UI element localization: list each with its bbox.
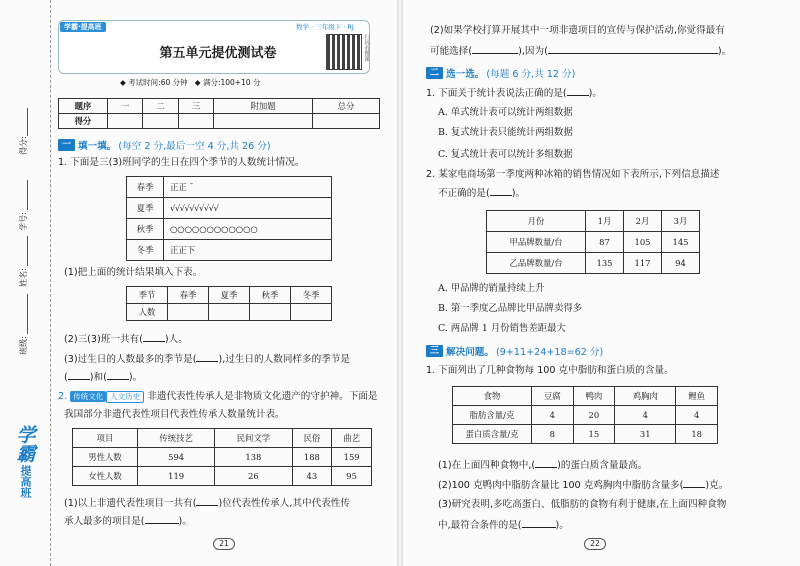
fill-header: 季节: [127, 287, 168, 304]
section-1-tag: 一: [58, 139, 75, 151]
fridge-row-label: 甲品牌数量/台: [487, 232, 586, 253]
heritage-cell: 594: [138, 448, 215, 467]
q2-sub1-text: )位代表性传承人,其中代表性传: [218, 498, 350, 509]
q2-sub1: [64, 496, 350, 510]
q2-sub1-text: (1)以上非遗代表性项目一共有(: [64, 498, 197, 509]
score-cell: 附加题: [214, 99, 313, 114]
nutrition-header: 鸡胸肉: [615, 387, 676, 406]
nutrition-cell: 4: [676, 406, 718, 425]
heritage-cell: 138: [215, 448, 292, 467]
fridge-cell: 94: [662, 253, 700, 274]
nutrition-row-label: 脂肪含量/克: [453, 406, 532, 425]
q2-sub1-cont: [64, 514, 192, 528]
score-input[interactable]: [312, 114, 379, 129]
nutrition-cell: 4: [615, 406, 676, 425]
q1-sub2-text: )人。: [164, 334, 188, 345]
page-number-right: 22: [584, 538, 606, 550]
answer-blank[interactable]: [68, 370, 90, 380]
qr-code[interactable]: [326, 34, 362, 70]
section-1-title: 填一填。: [78, 141, 117, 152]
s2q2-option-c[interactable]: C. 两品牌 1 月份销售差距最大: [438, 323, 566, 334]
sidebar-label-class: 班级:: [18, 336, 28, 355]
nutrition-header: 鸭肉: [573, 387, 615, 406]
sidebar-line-class: [27, 294, 28, 334]
fill-header: 秋季: [250, 287, 291, 304]
nutrition-row-label: 蛋白质含量/克: [453, 425, 532, 444]
fill-table: [126, 286, 332, 321]
q2-line1: [58, 390, 378, 403]
answer-blank[interactable]: [145, 514, 179, 524]
s2q2-stem: )。: [511, 188, 526, 199]
answer-blank[interactable]: [535, 458, 557, 468]
q1-sub3-text: (3)过生日的人数最多的季节是(: [64, 354, 197, 365]
answer-blank[interactable]: [683, 478, 705, 488]
heritage-cell: 119: [138, 467, 215, 486]
answer-blank[interactable]: [567, 86, 589, 96]
nutrition-header: 豆腐: [532, 387, 574, 406]
s2q1-option-c[interactable]: C. 复式统计表可以统计多组数据: [438, 149, 573, 160]
s3q1-sub2-text: (2)100 克鸭肉中脂肪含量比 100 克鸡胸肉中脂肪含量多(: [438, 480, 684, 491]
section-1-note: (每空 2 分,最后一空 4 分,共 26 分): [118, 141, 271, 152]
fridge-cell: 145: [662, 232, 700, 253]
s2q1-option-a[interactable]: A. 单式统计表可以统计两组数据: [438, 107, 573, 118]
fridge-table: [486, 210, 700, 274]
tally-marks: ○○○○○○○○○○○○: [164, 219, 332, 240]
s3q1-sub2: [438, 478, 728, 492]
section-3-heading: [426, 344, 603, 358]
s2q2-stem: 不正确的是(: [438, 188, 490, 199]
q2-sub2-cont: [430, 44, 731, 58]
fridge-header: 月份: [487, 211, 586, 232]
tally-season: 春季: [127, 177, 164, 198]
q1-sub1: (1)把上面的统计结果填入下表。: [64, 267, 203, 278]
q1-sub3-text: ),过生日的人数同样多的季节是: [218, 354, 350, 365]
q2-sub2-text: )。: [717, 46, 732, 57]
heritage-row-label: 男性人数: [73, 448, 138, 467]
fill-header: 春季: [168, 287, 209, 304]
section-3-title: 解决问题。: [446, 347, 494, 358]
q1-sub2: [64, 332, 188, 346]
section-2-note: (每题 6 分,共 12 分): [486, 69, 576, 80]
score-cell: 得分: [59, 114, 108, 129]
fill-input[interactable]: [250, 304, 291, 321]
s3q1-sub3-cont: [438, 518, 569, 532]
fridge-cell: 135: [586, 253, 624, 274]
q2-line2: 我国部分非遗代表性项目代表性传承人数量统计表。: [64, 409, 285, 420]
q2-text: 非遗代表性传承人是非物质文化遗产的守护神。下面是: [147, 391, 378, 402]
heritage-header: 曲艺: [332, 429, 372, 448]
score-cell: 二: [143, 99, 178, 114]
tally-season: 夏季: [127, 198, 164, 219]
nutrition-cell: 20: [573, 406, 615, 425]
s3q1-sub1-text: (1)在上面四种食物中,(: [438, 460, 536, 471]
fill-header: 冬季: [291, 287, 332, 304]
s2q2-text: 2. 某家电商场第一季度两种冰箱的销售情况如下表所示,下列信息描述: [426, 169, 720, 180]
q2-sub2: (2)如果学校打算开展其中一项非遗项目的宣传与保护活动,你觉得最有: [430, 25, 725, 36]
tally-marks: 正正下: [164, 240, 332, 261]
sidebar-line-score: [27, 108, 28, 136]
page-number-left: 21: [213, 538, 235, 550]
fill-header: 夏季: [209, 287, 250, 304]
section-1-heading: [58, 138, 271, 152]
score-cell: 一: [108, 99, 143, 114]
score-input[interactable]: [214, 114, 313, 129]
section-2-heading: [426, 66, 575, 80]
exam-time: 考试时间:60 分钟: [128, 78, 188, 87]
q1-sub3-cont: [64, 370, 142, 384]
exam-info: [120, 77, 261, 88]
s2q1-stem: )。: [588, 88, 603, 99]
heritage-header: 民间文学: [215, 429, 292, 448]
tally-table: [126, 176, 332, 261]
sidebar-label-id: 学号:: [18, 212, 28, 231]
subject-label: 数学 · 三年级下 · RJ: [296, 23, 354, 31]
answer-blank[interactable]: [490, 186, 512, 196]
sidebar-line-name: [27, 236, 28, 266]
q2-sub2-text: ),因为(: [518, 46, 548, 57]
q2-number: 2.: [58, 391, 68, 402]
badge-traditional-culture: 传统文化: [70, 391, 106, 402]
fridge-cell: 87: [586, 232, 624, 253]
sidebar-label-score: 得分:: [18, 136, 28, 155]
heritage-header: 传统技艺: [138, 429, 215, 448]
fridge-cell: 105: [624, 232, 662, 253]
nutrition-cell: 4: [532, 406, 574, 425]
s2q1-stem: 1. 下面关于统计表说法正确的是(: [426, 88, 567, 99]
s3q1-sub3-text: 中,最符合条件的是(: [438, 520, 522, 531]
score-table: [58, 98, 380, 129]
s3q1-sub2-text: )克。: [705, 480, 729, 491]
s3q1-text: 1. 下面列出了几种食物每 100 克中脂肪和蛋白质的含量。: [426, 365, 674, 376]
logo-small-text: 提高班: [19, 465, 32, 498]
fridge-header: 1月: [586, 211, 624, 232]
score-cell: 总分: [312, 99, 379, 114]
answer-blank[interactable]: [196, 352, 218, 362]
fill-input[interactable]: [168, 304, 209, 321]
logo-big-text: 学霸: [13, 425, 36, 463]
q1-sub3: [64, 352, 350, 366]
fridge-header: 2月: [624, 211, 662, 232]
q1-sub3-text: (: [64, 372, 68, 383]
tally-marks: 正正 ˉ: [164, 177, 332, 198]
answer-blank[interactable]: [472, 44, 518, 54]
page-title: 第五单元提优测试卷: [159, 46, 277, 61]
section-3-note: (9+11+24+18=62 分): [495, 347, 604, 358]
fill-input[interactable]: [291, 304, 332, 321]
nutrition-header: 鲤鱼: [676, 387, 718, 406]
center-fold: [397, 0, 403, 566]
score-icon: ◆: [194, 78, 201, 87]
s3q1-sub1: [438, 458, 647, 472]
fridge-header: 3月: [662, 211, 700, 232]
section-2-title: 选一选。: [446, 69, 485, 80]
badge-humanities-history: 人文历史: [106, 391, 144, 403]
q1-text: 1. 下面是三(3)班同学的生日在四个季节的人数统计情况。: [58, 157, 305, 168]
s2q2-option-a[interactable]: A. 甲品牌的销量持续上升: [438, 283, 545, 294]
tally-season: 秋季: [127, 219, 164, 240]
heritage-cell: 188: [292, 448, 332, 467]
clock-icon: ◆: [120, 78, 126, 87]
answer-blank[interactable]: [196, 496, 218, 506]
section-3-tag: 三: [426, 345, 443, 357]
heritage-row-label: 女性人数: [73, 467, 138, 486]
s2q1-text: [426, 86, 602, 100]
nutrition-cell: 8: [532, 425, 574, 444]
heritage-cell: 43: [292, 467, 332, 486]
heritage-cell: 159: [332, 448, 372, 467]
sidebar-line-id: [27, 180, 28, 210]
brand-label: 学霸·提高班: [60, 22, 106, 32]
s3q1-sub3: (3)研究表明,多吃高蛋白、低脂肪的食物有利于健康,在上面四种食物: [438, 499, 727, 510]
q1-sub3-text: )。: [128, 372, 143, 383]
nutrition-cell: 18: [676, 425, 718, 444]
sidebar-logo: [10, 425, 40, 555]
nutrition-cell: 31: [615, 425, 676, 444]
answer-blank[interactable]: [143, 332, 165, 342]
q2-sub2-text: 可能选择(: [430, 46, 473, 57]
s3q1-sub1-text: )的蛋白质含量最高。: [557, 460, 648, 471]
nutrition-table: [452, 386, 718, 444]
q1-sub3-text: )和(: [89, 372, 107, 383]
score-input[interactable]: [143, 114, 178, 129]
nutrition-header: 食物: [453, 387, 532, 406]
score-input[interactable]: [178, 114, 213, 129]
fill-input[interactable]: [209, 304, 250, 321]
s2q2-option-b[interactable]: B. 第一季度乙品牌比甲品牌卖得多: [438, 303, 583, 314]
s2q1-option-b[interactable]: B. 复式统计表只能统计两组数据: [438, 127, 573, 138]
fill-label: 人数: [127, 304, 168, 321]
q1-sub2-text: (2)三(3)班一共有(: [64, 334, 143, 345]
sidebar-label-name: 姓名:: [18, 268, 28, 287]
section-2-tag: 二: [426, 67, 443, 79]
s3q1-sub3-text: )。: [555, 520, 569, 531]
heritage-header: 民俗: [292, 429, 332, 448]
score-cell: 题序: [59, 99, 108, 114]
nutrition-cell: 15: [573, 425, 615, 444]
tally-season: 冬季: [127, 240, 164, 261]
heritage-cell: 26: [215, 467, 292, 486]
heritage-table: [72, 428, 372, 486]
answer-blank[interactable]: [107, 370, 129, 380]
tally-marks: √√√√√√√√√√: [164, 198, 332, 219]
s2q2-text-cont: [438, 186, 525, 200]
fridge-cell: 117: [624, 253, 662, 274]
q2-sub1-text: )。: [178, 516, 192, 527]
qr-caption: 扫码看微课: [363, 34, 369, 62]
answer-blank[interactable]: [522, 518, 556, 528]
full-score: 满分:100+10 分: [202, 78, 261, 87]
answer-blank[interactable]: [548, 44, 718, 54]
q2-sub1-text: 承人最多的项目是(: [64, 516, 145, 527]
score-cell: 三: [178, 99, 213, 114]
score-input[interactable]: [108, 114, 143, 129]
heritage-cell: 95: [332, 467, 372, 486]
heritage-header: 项目: [73, 429, 138, 448]
fridge-row-label: 乙品牌数量/台: [487, 253, 586, 274]
